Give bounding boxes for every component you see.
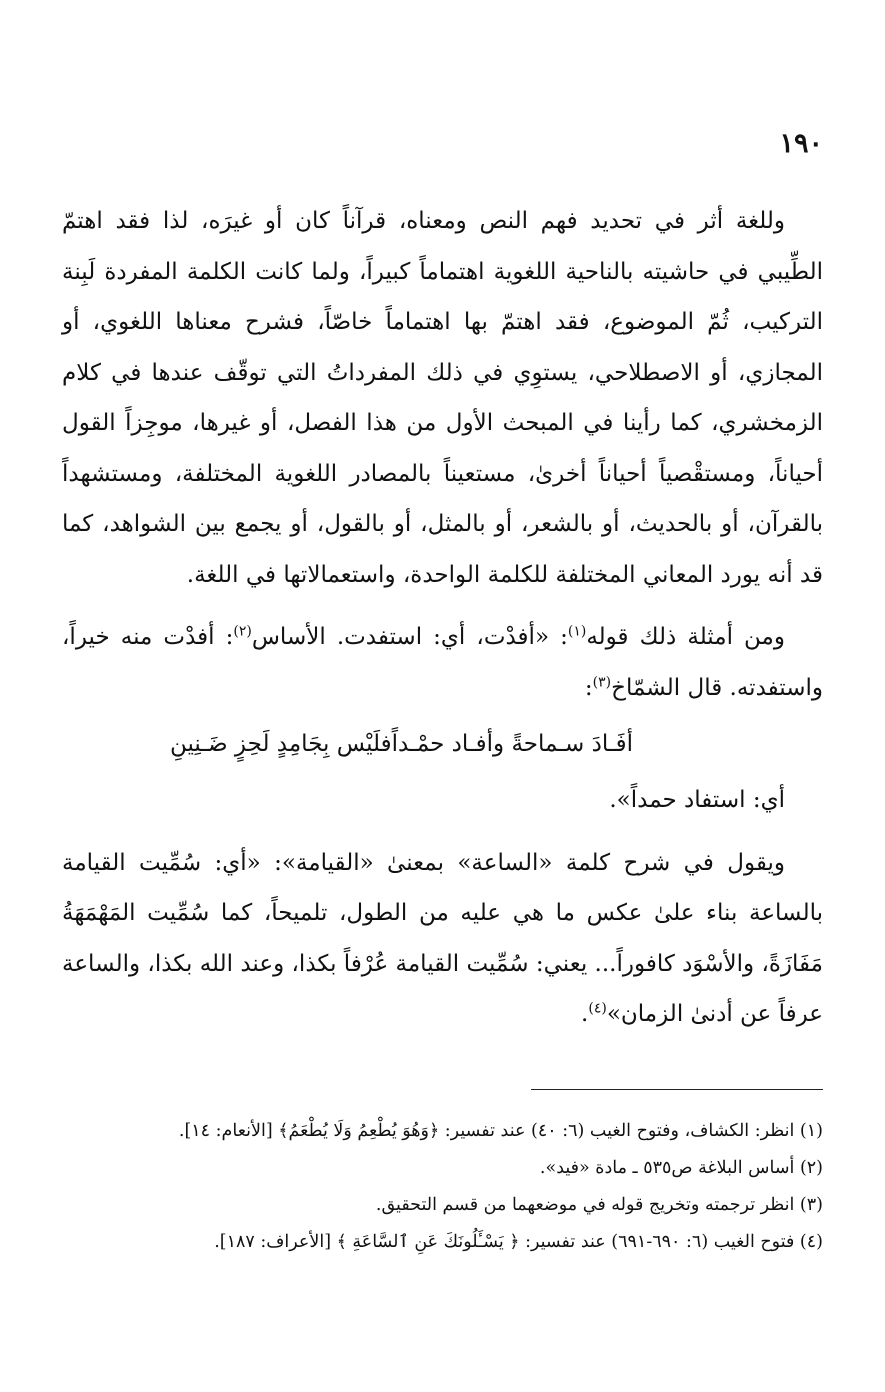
footnote-separator xyxy=(531,1089,823,1090)
footnote-4: (٤) فتوح الغيب (٦: ٦٩٠-٦٩١) عند تفسير: ﴿ يَسْـَٔلُونَكَ عَنِ ٱلسَّاعَةِ ﴾ [الأعراف: ١٨٧]. xyxy=(214,1232,823,1252)
footnote-ref-4: (٤) xyxy=(588,1000,607,1017)
footnote-2: (٢) أساس البلاغة ص٥٣٥ ـ مادة «فيد». xyxy=(539,1158,823,1178)
saah-paragraph xyxy=(62,838,823,1040)
intro-paragraph: وللغة أثر في تحديد فهم النص ومعناه، قرآناً كان أو غيرَه، لذا فقد اهتمّ الطِّيبي في حاشيته بالناحية اللغوية اهتماماً كبيراً، ولما كانت الكلمة المفردة لَبِنة التركيب، ثُمّ الموضوع، فقد اهتمّ بها اهتماماً خاصّاً، فشرح معناها اللغوي، أو المجازي، أو الاصطلاحي، يستوِي في ذلك المفرداتُ التي توقّف عندها في كلام الزمخشري، كما رأينا في المبحث الأول من هذا الفصل، أو غيرها، موجِزاً القول أحياناً، ومستقْصياً أحياناً أخرىٰ، مستعيناً بالمصادر اللغوية المختلفة، ومستشهداً بالقرآن، أو بالحديث، أو بالشعر، أو بالمثل، أو بالقول، أو يجمع بين الشواهد، كما قد أنه يورد المعاني المختلفة للكلمة الواحدة، واستعمالاتها في اللغة. xyxy=(62,208,823,588)
main-text xyxy=(62,196,823,1040)
example-paragraph xyxy=(62,612,823,713)
poetry-verse xyxy=(169,719,633,769)
example-end: : xyxy=(584,674,593,701)
example-mid2: : أفدْت منه خيراً، واستفدته. قال الشمّاخ xyxy=(62,624,823,701)
verse-first-hemistich: أفَـادَ سـماحةً وأفـاد حمْـداً xyxy=(391,731,633,757)
footnote-ref-2: (٢) xyxy=(233,623,252,640)
footnote-1: (١) انظر: الكشاف، وفتوح الغيب (٦: ٤٠) عند تفسير: ﴿وَهُوَ يُطْعِمُ وَلَا يُطْعَمُ﴾ [الأنعام: ١٤]. xyxy=(178,1121,823,1141)
saah-end: . xyxy=(581,1001,589,1027)
footnote-ref-3: (٣) xyxy=(592,673,612,690)
footnotes xyxy=(62,1113,823,1261)
footnote-3: (٣) انظر ترجمته وتخريج قوله في موضعهما من قسم التحقيق. xyxy=(375,1195,823,1215)
footnote-ref-1: (١) xyxy=(567,623,587,640)
verse-explanation: أي: استفاد حمداً». xyxy=(609,787,785,813)
page-number: ١٩٠ xyxy=(779,128,823,159)
example-mid: : «أفدْت، أي: استفدت. الأساس xyxy=(251,624,568,650)
example-intro: ومن أمثلة ذلك قوله xyxy=(586,624,785,650)
verse-second-hemistich: فلَيْس بِجَامِدٍ لَحِزٍ ضَـنِينِ xyxy=(169,731,392,757)
saah-text: ويقول في شرح كلمة «الساعة» بمعنىٰ «القيامة»: «أي: سُمِّيت القيامة بالساعة بناء علىٰ عكس ما هي عليه من الطول، تلميحاً، كما سُمِّيت المَهْمَهَةُ مَفَازَةً، والأسْوَد كافوراً... يعني: سُمِّيت القيامة عُرْفاً بكذا، وعند الله بكذا، والساعة عرفاً عن أدنىٰ الزمان» xyxy=(62,849,823,1027)
